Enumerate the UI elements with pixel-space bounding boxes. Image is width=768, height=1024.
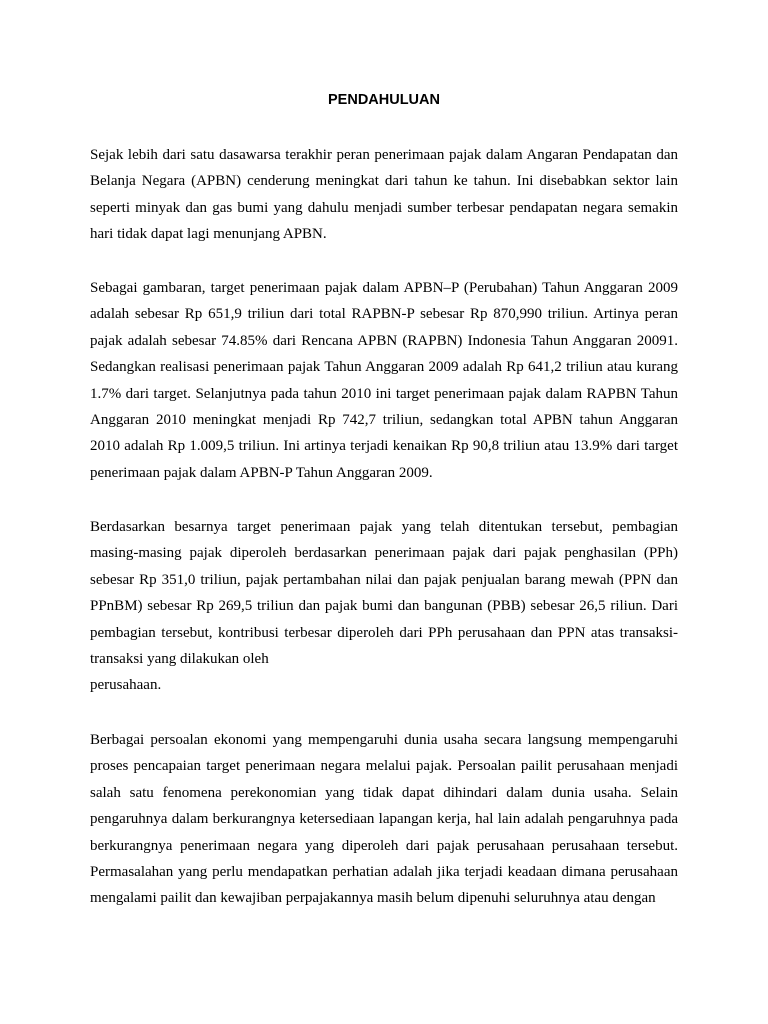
page-title: PENDAHULUAN	[328, 92, 440, 108]
paragraph-tax-target	[90, 275, 678, 486]
paragraph-text: Berbagai persoalan ekonomi yang mempengaruhi dunia usaha secara langsung mempengaruhi proses pencapaian target penerimaan negara melalui pajak. Persoalan pailit perusahaan menjadi salah satu fenomena perekonomian yang tidak dapat dihindari dalam dunia usaha. Selain pengaruhnya dalam berkurangnya ketersediaan lapangan kerja, hal lain adalah pengaruhnya pada berkurangnya penerimaan negara yang diperoleh dari pajak perusahaan perusahaan tersebut. Permasalahan yang perlu mendapatkan perhatian adalah jika terjadi keadaan dimana perusahaan mengalami pailit dan kewajiban perpajakannya masih belum dipenuhi seluruhnya atau dengan	[90, 732, 678, 907]
paragraph-text: Berdasarkan besarnya target penerimaan pajak yang telah ditentukan tersebut, pembagian masing-masing pajak diperoleh berdasarkan penerimaan pajak dari pajak penghasilan (PPh) sebesar Rp 351,0 triliun, pajak pertambahan nilai dan pajak penjualan barang mewah (PPN dan PPnBM) sebesar Rp 269,5 triliun dan pajak bumi dan bangunan (PBB) sebesar 26,5 riliun. Dari pembagian tersebut, kontribusi terbesar diperoleh dari PPh perusahaan dan PPN atas transaksi-transaksi yang dilakukan oleh	[90, 519, 678, 668]
paragraph-tax-breakdown	[90, 514, 678, 699]
paragraph-text: Sejak lebih dari satu dasawarsa terakhir peran penerimaan pajak dalam Angaran Pendapatan dan Belanja Negara (APBN) cenderung meningkat dari tahun ke tahun. Ini disebabkan sektor lain seperti minyak dan gas bumi yang dahulu menjadi sumber terbesar pendapatan negara semakin hari tidak dapat lagi menunjang APBN.	[90, 147, 678, 243]
paragraph-text-continued: perusahaan.	[90, 677, 162, 694]
paragraph-apbn-role	[90, 142, 678, 248]
paragraph-text: Sebagai gambaran, target penerimaan pajak dalam APBN–P (Perubahan) Tahun Anggaran 2009 adalah sebesar Rp 651,9 triliun dari total RAPBN-P sebesar Rp 870,990 triliun. Artinya peran pajak adalah sebesar 74.85% dari Rencana APBN (RAPBN) Indonesia Tahun Anggaran 20091. Sedangkan realisasi penerimaan pajak Tahun Anggaran 2009 adalah Rp 641,2 triliun atau kurang 1.7% dari target. Selanjutnya pada tahun 2010 ini target penerimaan pajak dalam RAPBN Tahun Anggaran 2010 meningkat menjadi Rp 742,7 triliun, sedangkan total APBN tahun Anggaran 2010 adalah Rp 1.009,5 triliun. Ini artinya terjadi kenaikan Rp 90,8 triliun atau 13.9% dari target penerimaan pajak dalam APBN-P Tahun Anggaran 2009.	[90, 280, 678, 481]
paragraph-economic-issues	[90, 727, 678, 912]
